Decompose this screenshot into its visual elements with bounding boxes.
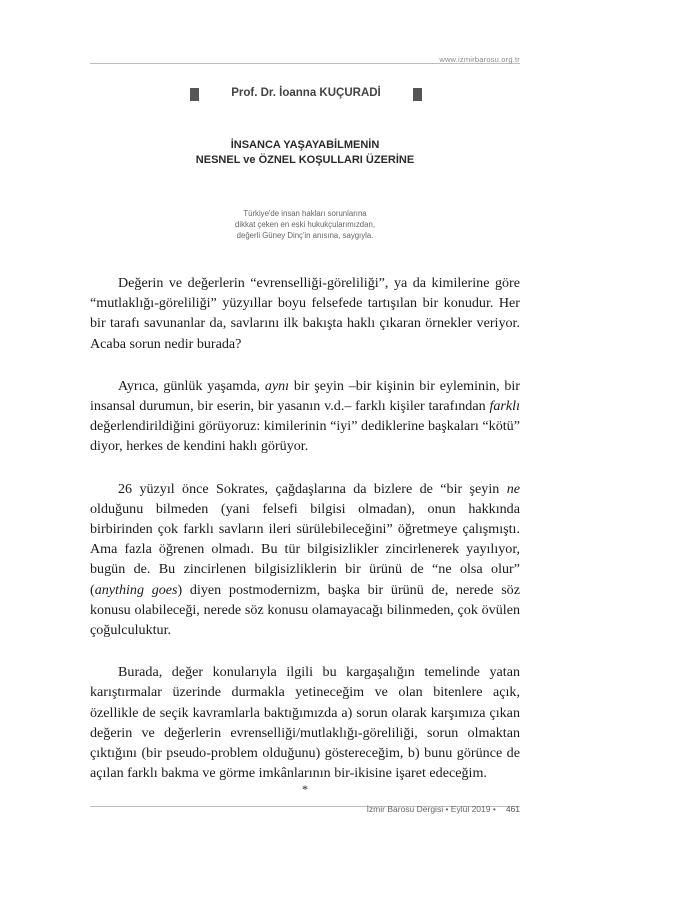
paragraph-4: Burada, değer konularıyla ilgili bu kargaşalığın temelinde yatan karıştırmalar üzerinde durmakla yetineceğim ve olan bitenlere açık, özellikle de seçik kavramlarla baktığımızda a) sorun olarak karşımıza çıkan değerin ve değerlerin evrenselliği/mutlaklığı-göreliliği, sorun olmaktan çıktığını (bir pseudo-problem olduğunu) göstereceğim, b) bunu görünce de açılan farklı bakma ve görme imkânlarının bir-ikisine işaret edeceğim. [90, 664, 520, 782]
p2-text-b: bir şeyin –bir kişinin bir eyleminin, bir insansal durumun, bir eserin, bir yasanın v.d.– farklı kişiler tarafından [90, 377, 520, 415]
dedication-line-2: dikkat çeken en eski hukukçularımızdan, [235, 220, 375, 229]
author-name: Prof. Dr. İoanna KUÇURADİ [231, 87, 381, 99]
article-title [90, 138, 520, 168]
footer [367, 804, 520, 814]
p2-text-a: Ayrıca, günlük yaşamda, [118, 377, 265, 394]
footer-journal: İzmir Barosu Dergisi • Eylül 2019 • [366, 804, 496, 814]
p3-text-c: ) diyen postmodernizm, başka bir ürünü de, nerede söz konusu olabileceği, nerede söz konusu olamayacağı bilinmeden, çok övülen çoğulculuktur. [90, 581, 520, 639]
p3-text-a: 26 yüzyıl önce Sokrates, çağdaşlarına da bizlere de “bir şeyin [118, 480, 507, 497]
article-body [90, 273, 520, 805]
p3-emphasis-1: ne [506, 480, 520, 497]
dedication-line-1: Türkiye'de insan hakları sorunlarına [243, 209, 367, 218]
title-line-2: NESNEL ve ÖZNEL KOŞULLARI ÜZERİNE [195, 154, 415, 166]
paragraph-3 [90, 479, 520, 641]
p2-emphasis-2: farklı [489, 398, 520, 415]
p2-emphasis-1: aynı [264, 377, 290, 394]
dedication [180, 208, 430, 241]
header-site-url: www.izmirbarosu.org.tr [439, 55, 520, 64]
square-bullet-right-icon [413, 88, 422, 101]
page-number: 461 [505, 804, 520, 814]
title-line-1: İNSANCA YAŞAYABİLMENİN [230, 139, 380, 151]
p3-text-b: olduğunu bilmeden (yani felsefi bilgisi olmadan), onun hakkında birbirinden çok farklı savların ileri sürülebileceğini” öğretmeye çalışmıştı. Ama fazla öğrenen olmadı. Bu tür bilgisizlikler zincirlenerek yayılıyor, bugün de. Bu zincirlenen bilgisizliklerin bir ürünü de “ne olsa olur” ( [90, 500, 520, 598]
paragraph-2 [90, 376, 520, 457]
author-row [190, 87, 422, 103]
section-separator: * [302, 782, 308, 796]
dedication-line-3: değerli Güney Dinç'in anısına, saygıyla. [236, 231, 374, 240]
paragraph-1: Değerin ve değerlerin “evrenselliği-göreliliği”, ya da kimilerine göre “mutlaklığı-göreliliği” yüzyıllar boyu felsefede tartışılan bir konudur. Her bir tarafı savunanlar da, savlarını ilk bakışta haklı çıkaran örnekler veriyor. Acaba sorun nedir burada? [90, 275, 520, 352]
p2-text-c: değerlendirildiğini görüyoruz: kimilerinin “iyi” dediklerine başkaları “kötü” diyor, herkes de kendini haklı görüyor. [90, 418, 520, 455]
p3-emphasis-2: anything goes [94, 581, 178, 598]
